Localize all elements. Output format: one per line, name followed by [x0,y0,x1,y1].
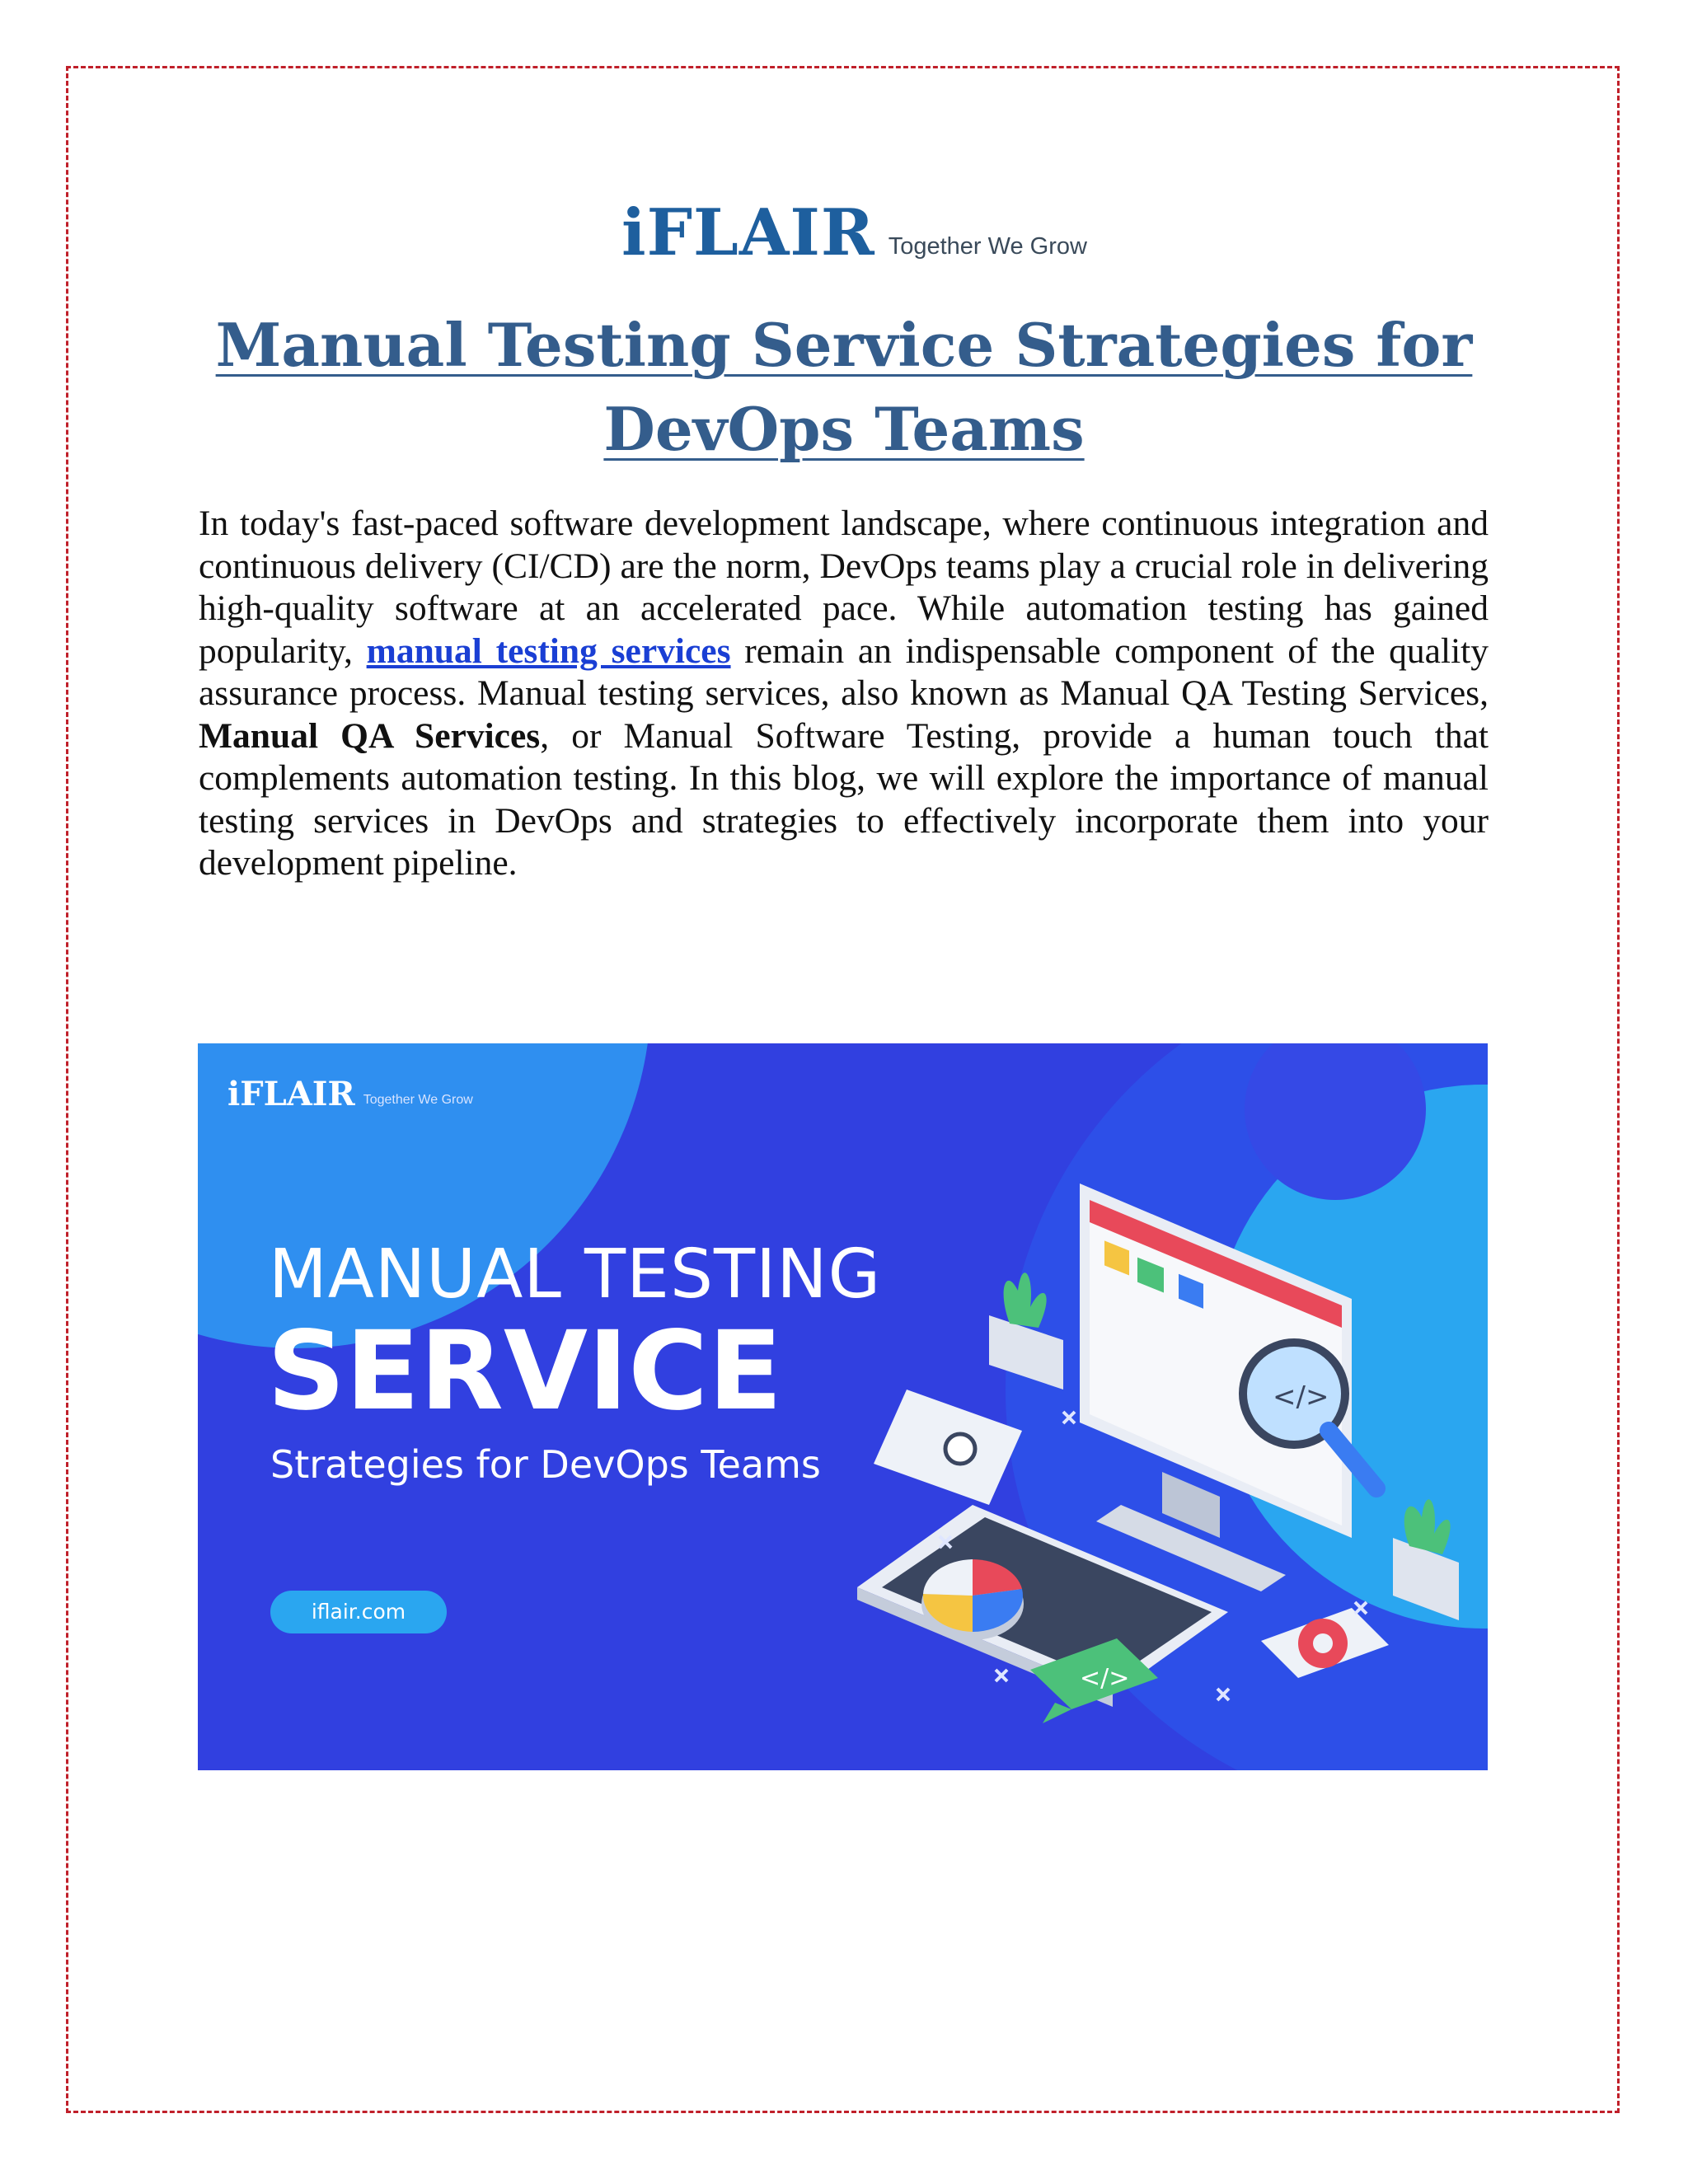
iflair-logo [621,191,1087,270]
code-glyph-screen: </> [1273,1380,1329,1413]
pie-chart-icon [921,1559,1024,1640]
hero-banner-image [198,1043,1488,1770]
banner-line-1: MANUAL TESTING [269,1235,882,1314]
logo-tagline: Together We Grow [888,233,1087,260]
banner-logo-tagline: Together We Grow [363,1093,473,1107]
banner-logo-wordmark: iFLAIR [227,1075,355,1113]
code-glyph-bubble: </> [1080,1664,1130,1693]
manual-testing-services-link[interactable]: manual testing services [366,630,731,671]
banner-logo [227,1075,473,1113]
intro-text-2: remain an indispensable component of the quality assurance process. Manual testing services, also known as Manual QA Testing Services, [199,630,1489,713]
intro-paragraph [199,503,1489,885]
logo-wordmark: iFLAIR [621,195,875,270]
page-title: Manual Testing Service Strategies for DevOps Teams [215,310,1473,464]
manual-qa-services-bold: Manual QA Services [199,715,541,756]
banner-line-2: SERVICE [267,1308,783,1435]
banner-line-3: Strategies for DevOps Teams [270,1442,821,1487]
banner-url-pill: iflair.com [270,1591,447,1633]
intro-text-3: , or Manual Software Testing, provide a human touch that complements automation testing. In this blog, we will explore the importance of manual testing services in DevOps and strategies to effectively incorporate them into your development pipeline. [199,715,1489,883]
intro-text-1: In today's fast-paced software development landscape, where continuous integration and continuous delivery (CI/CD) are the norm, DevOps teams play a crucial role in delivering high-quality software at an accelerated pace. While automation testing has gained popularity, [199,504,1489,671]
